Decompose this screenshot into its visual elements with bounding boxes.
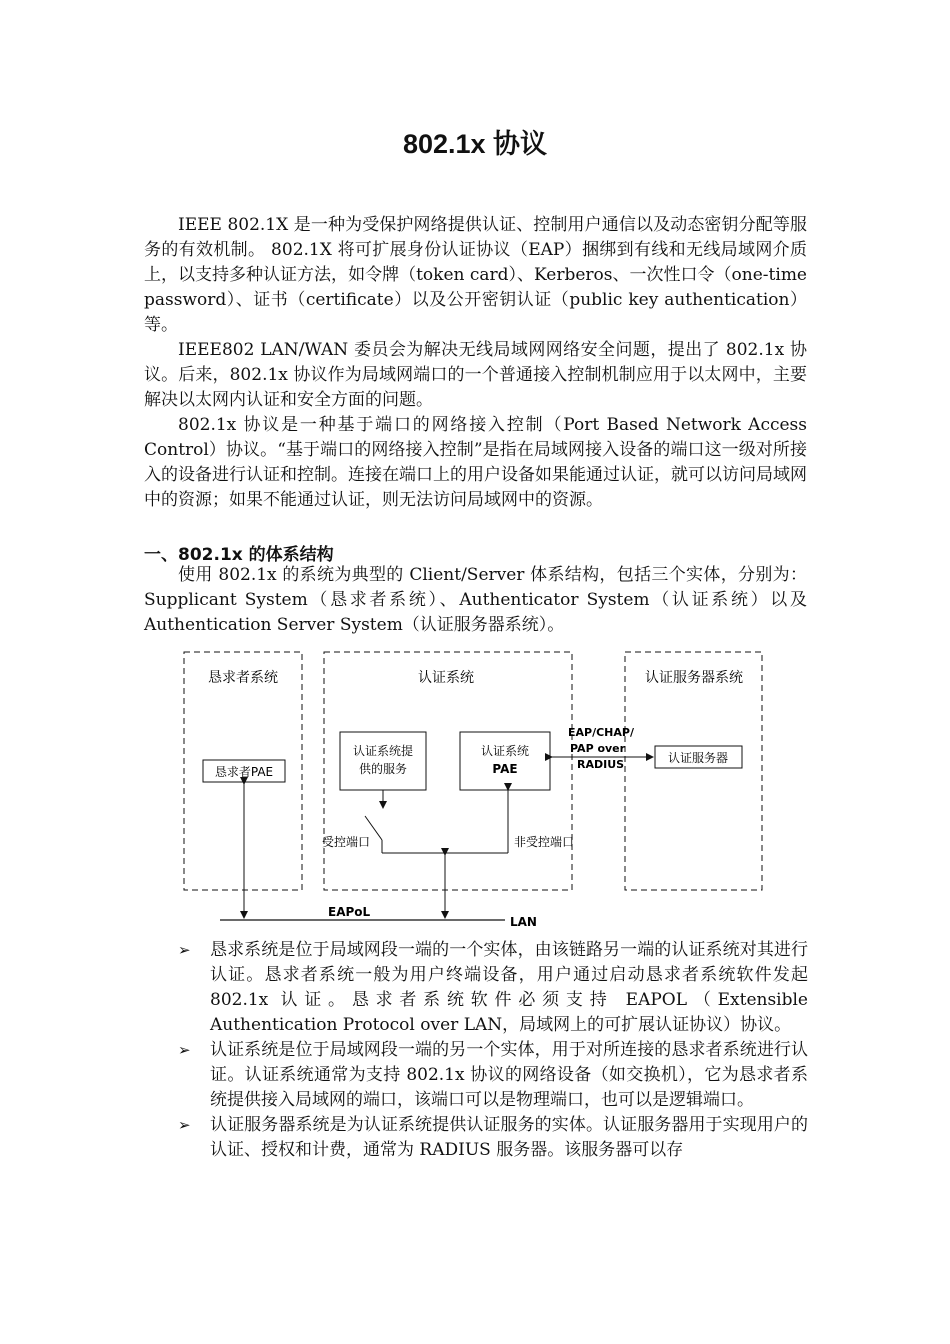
auth-server-label: 认证服务器 (667, 751, 729, 765)
bullet-arrow-icon: ➢ (178, 1116, 191, 1134)
list-item (178, 938, 808, 1038)
intro-paragraph-1: IEEE 802.1X 是一种为受保护网络提供认证、控制用户通信以及动态密钥分配等服务的有效机制。 802.1X 将可扩展身份认证协议（EAP）捆绑到有线和无线局域网介质上，以支持多种认证方法，如令牌（token card）、Kerberos、一次性口令（one-time password）、证书（certificate）以及公开密钥认证（public key authentication）等。 (144, 215, 807, 335)
protocol-label-2: PAP over (570, 742, 626, 755)
list-item-text: 恳求系统是位于局域网段一端的一个实体，由该链路另一端的认证系统对其进行认证。恳求者系统一般为用户终端设备，用户通过启动恳求者系统软件发起 802.1x 认证。恳求者系统软件必须支持 EAPOL（Extensible Authentication Protocol over LAN，局域网上的可扩展认证协议）协议。 (210, 940, 808, 1035)
controlled-port-label: 受控端口 (322, 835, 371, 849)
list-item-text: 认证服务器系统是为认证系统提供认证服务的实体。认证服务器用于实现用户的认证、授权和计费，通常为 RADIUS 服务器。该服务器可以存 (210, 1115, 808, 1160)
bullet-arrow-icon: ➢ (178, 1041, 191, 1059)
intro-section (144, 213, 807, 513)
intro-paragraph-3: 802.1x 协议是一种基于端口的网络接入控制（Port Based Network Access Control）协议。“基于端口的网络接入控制”是指在局域网接入设备的端口这一级对所接入的设备进行认证和控制。连接在端口上的用户设备如果能通过认证，就可以访问局域网中的资源；如果不能通过认证，则无法访问局域网中的资源。 (144, 415, 807, 510)
auth-pae-box (460, 732, 550, 790)
auth-service-label-2: 供的服务 (358, 762, 408, 776)
list-item-text: 认证系统是位于局域网段一端的另一个实体，用于对所连接的恳求者系统进行认证。认证系统通常为支持 802.1x 协议的网络设备（如交换机），它为恳求者系统提供接入局域网的端口，该端口可以是物理端口，也可以是逻辑端口。 (210, 1040, 808, 1110)
list-item (178, 1113, 808, 1163)
bullet-arrow-icon: ➢ (178, 941, 191, 959)
auth-server-system-label: 认证服务器系统 (645, 670, 743, 686)
intro-paragraph-2: IEEE802 LAN/WAN 委员会为解决无线局域网网络安全问题，提出了 802.1x 协议。后来，802.1x 协议作为局域网端口的一个普通接入控制机制应用于以太网中，主要解决以太网内认证和安全方面的问题。 (144, 340, 807, 410)
protocol-label-3: RADIUS (577, 758, 625, 771)
auth-pae-label-1: 认证系统 (480, 744, 530, 758)
auth-service-box (340, 732, 426, 790)
auth-pae-label-2: PAE (492, 762, 518, 776)
authenticator-system-label: 认证系统 (418, 670, 474, 686)
architecture-diagram (180, 648, 780, 933)
section-intro-paragraph: 使用 802.1x 的系统为典型的 Client/Server 体系结构，包括三个实体，分别为：Supplicant System（恳求者系统）、Authenticator System（认证系统）以及 Authentication Server System（认证服务器系统）。 (144, 565, 807, 635)
auth-service-label-1: 认证系统提 (352, 744, 414, 758)
auth-server-system-box (625, 652, 762, 890)
section-heading: 一、802.1x 的体系结构 (144, 545, 334, 565)
eapol-label: EAPoL (328, 905, 371, 919)
section-intro (144, 563, 807, 638)
page-title: 802.1x 协议 (402, 129, 548, 159)
supplicant-pae-label: 恳求者PAE (214, 765, 274, 779)
uncontrolled-port-label: 非受控端口 (514, 835, 575, 849)
entity-list (178, 938, 808, 1163)
protocol-label-1: EAP/CHAP/ (568, 726, 634, 739)
list-item (178, 1038, 808, 1113)
supplicant-system-label: 恳求者系统 (208, 670, 278, 686)
lan-label: LAN (510, 915, 537, 929)
